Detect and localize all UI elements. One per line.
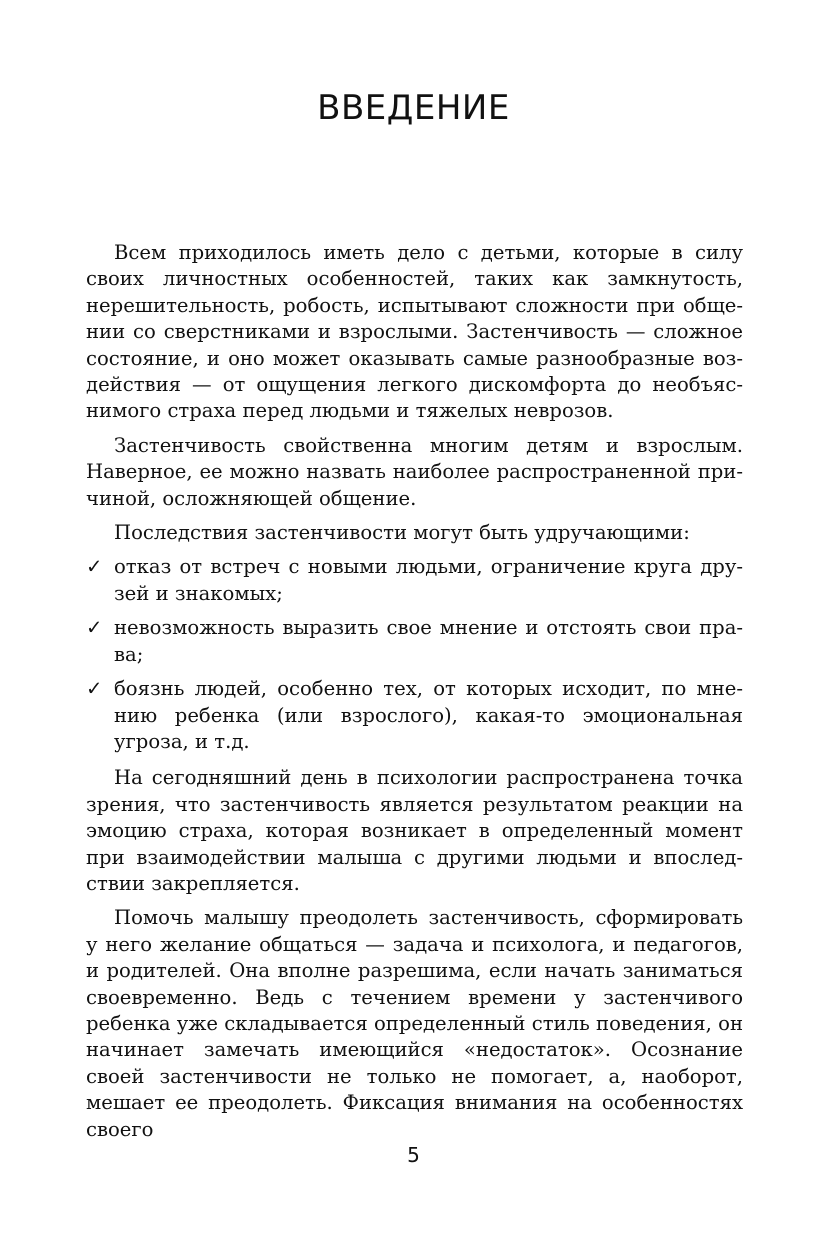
list-item: [86, 615, 743, 668]
consequences-list: [86, 554, 743, 755]
list-item: [86, 676, 743, 755]
paragraph-5: Помочь малышу преодолеть застенчивость, сформировать у него желание общаться — задача и психолога, и педагогов, и родителей. Она вполне разрешима, если начать заниматься своевременно. Ведь с течением времени у застенчивого ребенка уже складывается определенный стиль поведения, он начинает замечать имеющийся «недостаток». Осознание своей застенчивости не только не помогает, а, наоборот, мешает ее преодолеть. Фиксация внимания на особенностях своего: [86, 906, 743, 1141]
chapter-body: [86, 240, 743, 1143]
checkmark-icon: ✓: [86, 555, 103, 579]
checkmark-icon: ✓: [86, 677, 103, 701]
paragraph-1: Всем приходилось иметь дело с детьми, которые в силу своих личностных особенностей, таких как замкнутость, нерешительность, робость, испытывают сложности при общении со сверстниками и взрослыми. Застенчивость — сложное состояние, и оно может оказывать самые разнообразные воздействия — от ощущения легкого дискомфорта до необъяснимого страха перед людьми и тяжелых неврозов.: [86, 241, 743, 423]
list-item: [86, 554, 743, 607]
chapter-title: ВВЕДЕНИЕ: [317, 88, 510, 128]
list-item-text: отказ от встреч с новыми людьми, ограничение круга друзей и знакомых;: [114, 555, 743, 605]
paragraph-4: На сегодняшний день в психологии распространена точка зрения, что застенчивость является результатом реакции на эмоцию страха, которая возникает в определенный момент при взаимодействии малыша с другими людьми и впоследствии закрепляется.: [86, 766, 743, 895]
paragraph-3: Последствия застенчивости могут быть удручающими:: [114, 521, 690, 545]
list-item-text: боязнь людей, особенно тех, от которых исходит, по мнению ребенка (или взрослого), какая-то эмоциональная угроза, и т.д.: [114, 677, 743, 753]
page-number: 5: [407, 1143, 420, 1167]
paragraph-2: Застенчивость свойственна многим детям и взрослым. Наверное, ее можно назвать наиболее распространенной причиной, осложняющей общение.: [86, 433, 743, 510]
checkmark-icon: ✓: [86, 616, 103, 640]
list-item-text: невозможность выразить свое мнение и отстоять свои права;: [114, 616, 743, 666]
